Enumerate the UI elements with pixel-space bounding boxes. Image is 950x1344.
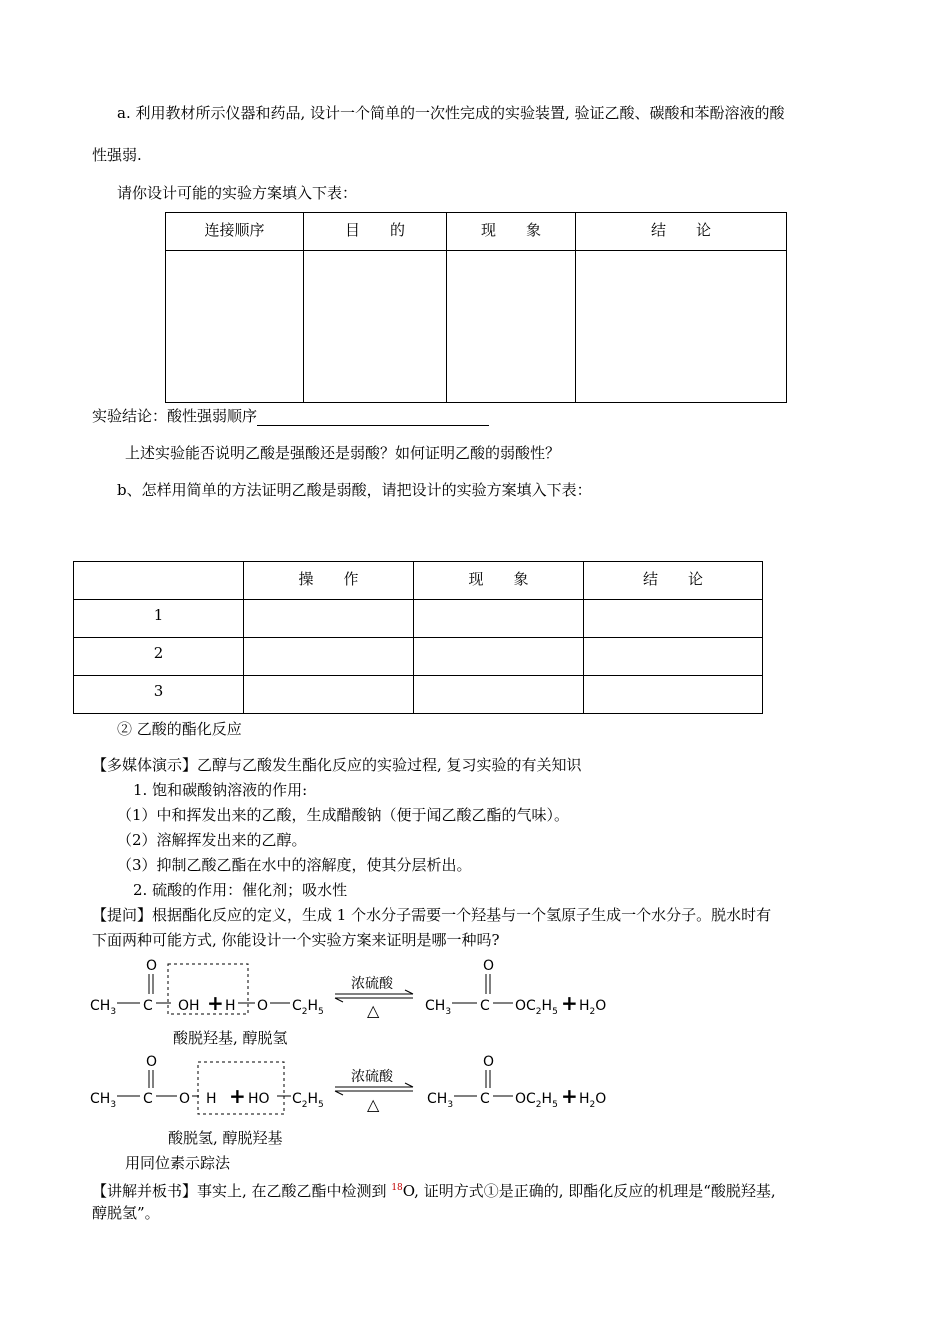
question-weak-acid: 上述实验能否说明乙酸是强酸还是弱酸？如何证明乙酸的弱酸性？ — [125, 444, 561, 462]
reaction1-h: H — [225, 998, 236, 1014]
cell-phenomenon[interactable] — [414, 600, 584, 638]
cell-order[interactable] — [166, 251, 304, 403]
arrow-head — [405, 1083, 413, 1087]
question2-line1: 【提问】根据酯化反应的定义，生成 1 个水分子需要一个羟基与一个氢原子生成一个水分子。脱水时有 — [92, 906, 772, 924]
cell-conclusion[interactable] — [584, 638, 763, 676]
cell-operation[interactable] — [244, 676, 414, 714]
cell-operation[interactable] — [244, 600, 414, 638]
item-1-2: （2）溶解挥发出来的乙醇。 — [117, 831, 307, 849]
plus-sign: + — [561, 991, 578, 1015]
isotope-superscript: 18 — [391, 1183, 403, 1193]
header-blank — [74, 562, 244, 600]
experiment-table-b — [73, 561, 763, 714]
product-c: C — [480, 998, 490, 1014]
conclusion-label: 实验结论：酸性强弱顺序 — [92, 407, 258, 425]
header-purpose: 目 的 — [304, 213, 447, 251]
product-ch3: $CH_3$ — [427, 1091, 454, 1110]
product-carbonyl-o: O — [483, 1054, 495, 1070]
plus-sign: + — [229, 1084, 246, 1108]
arrow-head — [335, 998, 343, 1002]
reaction2-c2h5: $C_2H_5$ — [292, 1091, 324, 1110]
catalyst-label: 浓硫酸 — [351, 976, 393, 992]
cell-conclusion[interactable] — [576, 251, 787, 403]
product-c: C — [480, 1091, 490, 1107]
item-1: 1. 饱和碳酸钠溶液的作用: — [133, 781, 308, 799]
reaction-2 — [85, 1048, 625, 1120]
part-a-line1: a. 利用教材所示仪器和药品, 设计一个简单的一次性完成的实验装置, 验证乙酸、碳酸和苯酚溶液的酸 — [117, 104, 785, 122]
header-operation: 操 作 — [244, 562, 414, 600]
cell-phenomenon[interactable] — [414, 638, 584, 676]
item-1-3: （3）抑制乙酸乙酯在水中的溶解度，使其分层析出。 — [117, 856, 472, 874]
arrow-head — [405, 990, 413, 994]
reaction1-o: O — [257, 998, 269, 1014]
multimedia-demo: 【多媒体演示】乙醇与乙酸发生酯化反应的实验过程, 复习实验的有关知识 — [92, 756, 582, 774]
cell-operation[interactable] — [244, 638, 414, 676]
product-oc2h5: $OC_2H_5$ — [515, 998, 558, 1017]
reaction2-c: C — [143, 1091, 153, 1107]
item-2: 2. 硫酸的作用：催化剂；吸水性 — [133, 881, 348, 899]
explain-prefix: 【讲解并板书】事实上, 在乙酸乙酯中检测到 — [92, 1182, 392, 1200]
reaction1-c2h5: $C_2H_5$ — [292, 998, 324, 1017]
catalyst-label: 浓硫酸 — [351, 1069, 393, 1085]
row-number: 3 — [74, 676, 244, 714]
experiment-table-a — [165, 212, 787, 403]
heat-symbol: △ — [367, 1001, 380, 1020]
reaction1-c: C — [143, 998, 153, 1014]
header-phenomenon-b: 现 象 — [414, 562, 584, 600]
heat-symbol: △ — [367, 1095, 380, 1114]
plus-sign: + — [207, 991, 224, 1015]
explain-line2: 醇脱氢”。 — [92, 1204, 160, 1222]
header-conclusion: 结 论 — [576, 213, 787, 251]
cell-conclusion[interactable] — [584, 676, 763, 714]
arrow-head — [335, 1091, 343, 1095]
reaction1-oh: OH — [178, 998, 200, 1014]
reaction1-ch3: $CH_3$ — [90, 998, 117, 1017]
cell-conclusion[interactable] — [584, 600, 763, 638]
part-a-prompt: 请你设计可能的实验方案填入下表： — [117, 184, 358, 202]
caption-2: 酸脱氢, 醇脱羟基 — [168, 1129, 283, 1147]
part-b-prompt: b、怎样用简单的方法证明乙酸是弱酸，请把设计的实验方案填入下表： — [117, 481, 592, 499]
explain-line1 — [92, 1178, 776, 1201]
row-number: 1 — [74, 600, 244, 638]
product-h2o: $H_2O$ — [579, 998, 607, 1017]
product-oc2h5: $OC_2H_5$ — [515, 1091, 558, 1110]
reaction1-carbonyl-o: O — [146, 958, 158, 974]
product-ch3: $CH_3$ — [425, 998, 452, 1017]
cell-phenomenon[interactable] — [414, 676, 584, 714]
cell-purpose[interactable] — [304, 251, 447, 403]
header-phenomenon: 现 象 — [447, 213, 576, 251]
item-1-1: （1）中和挥发出来的乙酸，生成醋酸钠（便于闻乙酸乙酯的气味）。 — [117, 806, 570, 824]
cell-phenomenon[interactable] — [447, 251, 576, 403]
reaction2-ho: HO — [248, 1091, 270, 1107]
explain-mid: O, 证明方式①是正确的, 即酯化反应的机理是“酸脱羟基, — [402, 1182, 776, 1200]
conclusion-line — [92, 406, 489, 426]
header-order: 连接顺序 — [166, 213, 304, 251]
product-h2o: $H_2O$ — [579, 1091, 607, 1110]
reaction-1 — [85, 950, 625, 1022]
part-a-line2: 性强弱. — [92, 146, 142, 164]
header-conclusion-b: 结 论 — [584, 562, 763, 600]
reaction2-h: H — [206, 1091, 217, 1107]
conclusion-blank[interactable] — [257, 409, 489, 426]
reaction2-carbonyl-o: O — [146, 1054, 158, 1070]
plus-sign: + — [561, 1084, 578, 1108]
section2-title: ② 乙酸的酯化反应 — [117, 720, 242, 738]
caption-1: 酸脱羟基, 醇脱氢 — [173, 1029, 288, 1047]
reaction2-ch3: $CH_3$ — [90, 1091, 117, 1110]
row-number: 2 — [74, 638, 244, 676]
question2-line2: 下面两种可能方式, 你能设计一个实验方案来证明是哪一种吗? — [92, 931, 500, 949]
isotope-method: 用同位素示踪法 — [125, 1154, 231, 1172]
reaction2-o: O — [179, 1091, 191, 1107]
product-carbonyl-o: O — [483, 958, 495, 974]
